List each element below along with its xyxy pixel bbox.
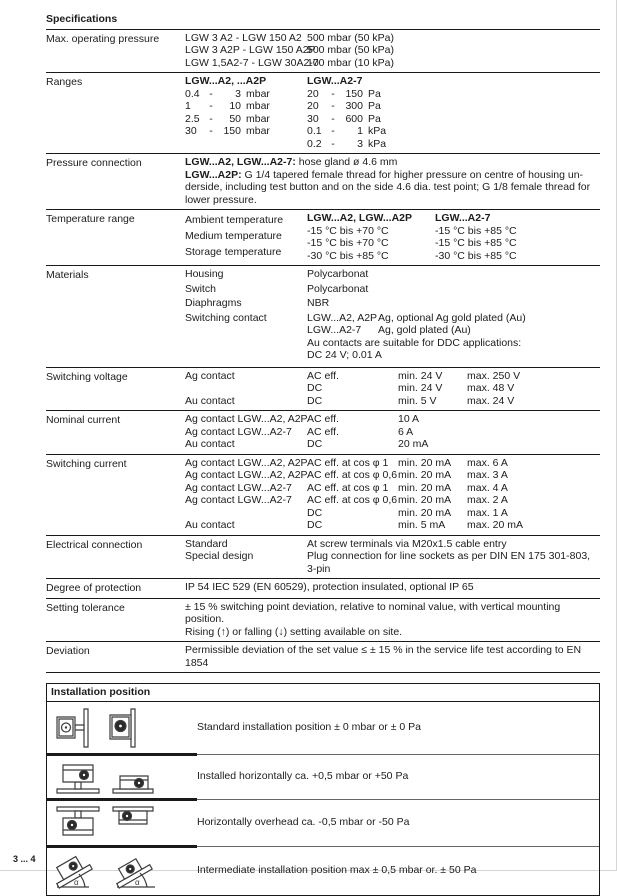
range-line: 0.2 - 3 kPa bbox=[307, 137, 387, 150]
material-value: Polycarbonat bbox=[307, 268, 369, 280]
row-label: Temperature range bbox=[46, 213, 135, 225]
spec-row-switching-current bbox=[46, 455, 600, 536]
range-line: 1 - 10 mbar bbox=[185, 100, 270, 112]
installation-title: Installation position bbox=[47, 684, 599, 702]
temp-value: -15 °C bis +85 °C bbox=[435, 224, 517, 237]
installation-text: Intermediate installation position max ± 0,5 mbar or. ± 50 Pa bbox=[197, 864, 477, 877]
spec-row-pressure-connection bbox=[46, 154, 600, 210]
sv-row: DC min. 24 V max. 48 V bbox=[307, 382, 515, 394]
specifications-title: Specifications bbox=[46, 13, 600, 30]
temp-value: -15 °C bis +70 °C bbox=[307, 237, 389, 249]
nc-row: Au contact DC 20 mA bbox=[185, 438, 429, 450]
installation-row-horizontal bbox=[47, 754, 599, 799]
row-label: Max. operating pressure bbox=[46, 32, 160, 45]
installation-text: Horizontally overhead ca. -0,5 mbar or -50 Pa bbox=[197, 816, 410, 829]
install-horizontal-stand-icon bbox=[55, 759, 101, 795]
sc-row: Ag contact LGW...A2-7 AC eff. at cos φ 1 min. 20 mA max. 4 A bbox=[185, 481, 508, 494]
sv-row: Ag contact AC eff. min. 24 V max. 250 V bbox=[185, 369, 521, 382]
install-vertical-side-icon bbox=[55, 706, 95, 750]
row-label: Materials bbox=[46, 269, 89, 281]
temp-col1-header: LGW...A2, LGW...A2P bbox=[307, 212, 413, 224]
temp-value: -15 °C bis +70 °C bbox=[307, 224, 389, 237]
material-value: Polycarbonat bbox=[307, 282, 369, 295]
row-label: Ranges bbox=[46, 76, 83, 88]
installation-row-intermediate bbox=[47, 846, 599, 895]
install-horizontal-flat-icon bbox=[111, 759, 155, 795]
pc-line: LGW...A2P: G 1/4 tapered female thread for higher pressure on centre of housing un- bbox=[185, 168, 584, 181]
range-line: 2.5 - 50 mbar bbox=[185, 112, 270, 125]
svg-text:α: α bbox=[74, 877, 79, 887]
installation-text: Installed horizontally ca. +0,5 mbar or +50 Pa bbox=[197, 770, 409, 783]
spec-row-materials bbox=[46, 266, 600, 368]
temp-col2-header: LGW...A2-7 bbox=[435, 212, 491, 224]
sv-row: Au contact DC min. 5 V max. 24 V bbox=[185, 394, 515, 407]
deviation-value: Permissible deviation of the set value ≤ ± 15 % in the service life test according to EN 1854 bbox=[185, 644, 582, 669]
install-overhead-flat-icon bbox=[111, 804, 155, 842]
nc-row: Ag contact LGW...A2-7 AC eff. 6 A bbox=[185, 425, 414, 438]
value: 500 mbar (50 kPa) bbox=[307, 31, 394, 44]
row-label: Setting tolerance bbox=[46, 601, 125, 614]
install-overhead-stand-icon bbox=[55, 804, 101, 842]
sc-row: DC min. 20 mA max. 1 A bbox=[307, 506, 508, 519]
material-key: Diaphragms bbox=[185, 297, 242, 309]
row-label: Switching current bbox=[46, 457, 127, 470]
degree-value: IP 54 IEC 529 (EN 60529), protection insulated, optional IP 65 bbox=[185, 581, 474, 593]
temp-label: Storage temperature bbox=[185, 246, 282, 258]
spec-content bbox=[46, 13, 600, 896]
sc-row: Ag contact LGW...A2, A2P AC eff. at cos φ 1 min. 20 mA max. 6 A bbox=[185, 456, 508, 469]
install-tilted-icon bbox=[55, 851, 105, 891]
range-line: 0.4 - 3 mbar bbox=[185, 87, 270, 100]
sc-row: Au contact DC min. 5 mA max. 20 mA bbox=[185, 519, 524, 531]
installation-position-table bbox=[46, 683, 600, 896]
contact-row: LGW...A2, A2P Ag, optional Ag gold plated (Au) bbox=[307, 311, 526, 324]
range-line: 0.1 - 1 kPa bbox=[307, 125, 387, 137]
spec-row-switching-voltage bbox=[46, 368, 600, 412]
models: LGW 1,5A2-7 - LGW 30A2-7 bbox=[185, 56, 319, 69]
material-key: Housing bbox=[185, 268, 224, 280]
contact-note: Au contacts are suitable for DDC applications: bbox=[307, 336, 522, 349]
material-key: Switch bbox=[185, 282, 216, 295]
temp-label: Medium temperature bbox=[185, 230, 282, 242]
models: LGW 3 A2P - LGW 150 A2P bbox=[185, 44, 316, 56]
row-label: Degree of protection bbox=[46, 582, 142, 594]
install-tilted-icon bbox=[115, 851, 165, 891]
ec-row: Standard At screw terminals via M20x1.5 cable entry bbox=[185, 537, 507, 550]
value: 500 mbar (50 kPa) bbox=[307, 44, 394, 56]
pc-line: lower pressure. bbox=[185, 193, 257, 206]
row-label: Nominal current bbox=[46, 414, 121, 426]
models: LGW 3 A2 - LGW 150 A2 bbox=[185, 31, 302, 44]
temp-value: -30 °C bis +85 °C bbox=[307, 249, 389, 262]
spec-row-max-pressure bbox=[46, 30, 600, 74]
spec-row-deviation bbox=[46, 642, 600, 673]
installation-row-overhead bbox=[47, 799, 599, 846]
range-line: 30 - 150 mbar bbox=[185, 125, 270, 137]
spec-row-ranges bbox=[46, 73, 600, 154]
sc-row: Ag contact LGW...A2, A2P AC eff. at cos φ 0,6 min. 20 mA max. 3 A bbox=[185, 469, 508, 481]
range-line: 20 - 300 Pa bbox=[307, 100, 381, 112]
row-label: Deviation bbox=[46, 645, 90, 657]
material-value: NBR bbox=[307, 297, 330, 309]
nc-row: Ag contact LGW...A2, A2P AC eff. 10 A bbox=[185, 413, 420, 425]
tolerance-line: Rising (↑) or falling (↓) setting available on site. bbox=[185, 625, 403, 638]
install-vertical-front-icon bbox=[105, 706, 141, 750]
spec-row-temperature bbox=[46, 210, 600, 266]
page-number: 3 ... 4 bbox=[13, 853, 36, 864]
spec-row-electrical-connection bbox=[46, 536, 600, 580]
ranges-col2-header: LGW...A2-7 bbox=[307, 75, 363, 87]
svg-text:α: α bbox=[135, 877, 140, 887]
spec-row-nominal-current bbox=[46, 411, 600, 455]
pc-line: LGW...A2, LGW...A2-7: hose gland ø 4.6 mm bbox=[185, 156, 398, 168]
installation-text: Standard installation position ± 0 mbar or ± 0 Pa bbox=[197, 721, 421, 734]
range-line: 20 - 150 Pa bbox=[307, 87, 381, 100]
spec-row-degree-protection bbox=[46, 579, 600, 599]
row-label: Switching voltage bbox=[46, 370, 128, 383]
temp-value: -15 °C bis +85 °C bbox=[435, 237, 517, 249]
contact-note: DC 24 V; 0.01 A bbox=[307, 349, 382, 361]
row-label: Pressure connection bbox=[46, 157, 142, 169]
spec-row-setting-tolerance bbox=[46, 599, 600, 643]
sc-row: Ag contact LGW...A2-7 AC eff. at cos φ 0,6 min. 20 mA max. 2 A bbox=[185, 494, 508, 506]
ec-row: Special design Plug connection for line sockets as per DIN EN 175 301-803, 3-pin bbox=[185, 550, 591, 575]
tolerance-line: ± 15 % switching point deviation, relative to nominal value, with vertical mounting position. bbox=[185, 600, 561, 625]
pc-line: derside, including test button and on the side 4.6 dia. test point; G 1/8 female thread for bbox=[185, 181, 591, 193]
range-line: 30 - 600 Pa bbox=[307, 112, 381, 125]
material-key: Switching contact bbox=[185, 311, 267, 324]
temp-label: Ambient temperature bbox=[185, 214, 284, 226]
contact-row: LGW...A2-7 Ag, gold plated (Au) bbox=[307, 324, 471, 336]
ranges-col1-header: LGW...A2, ...A2P bbox=[185, 75, 267, 87]
installation-row-standard bbox=[47, 702, 599, 754]
temp-value: -30 °C bis +85 °C bbox=[435, 249, 517, 262]
value: 100 mbar (10 kPa) bbox=[307, 56, 394, 69]
row-label: Electrical connection bbox=[46, 538, 143, 551]
